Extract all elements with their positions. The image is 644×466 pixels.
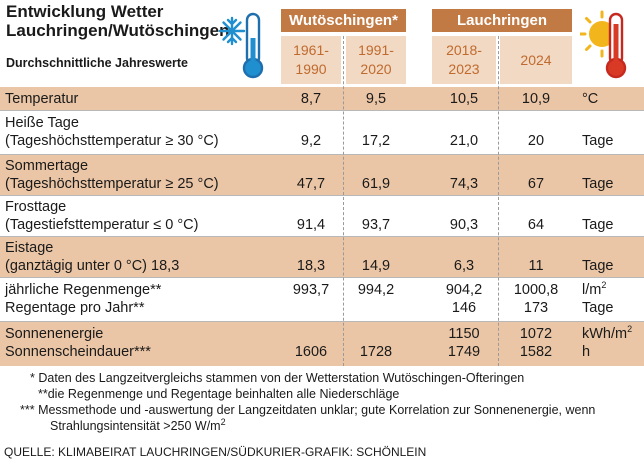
year-header-line: 1990 (295, 61, 327, 77)
column-divider (498, 36, 499, 366)
group-header-wutoeschingen: Wutöschingen* (281, 9, 406, 32)
row-label: Temperatur (5, 91, 79, 107)
cell-value: 8,7 (300, 91, 322, 107)
cell-value: 1072 (519, 326, 553, 342)
cell-unit (582, 325, 632, 343)
cell-value: 993,7 (292, 282, 330, 298)
cell-value: 90,3 (449, 217, 479, 233)
cell-value: 61,9 (361, 176, 391, 192)
footnote: *** Messmethode und -auswertung der Langzeitdaten unklar; gute Korrelation zur Sonnenenergie, wenn (20, 403, 596, 417)
cell-value: 1150 (448, 326, 480, 342)
row-label: Eistage (5, 240, 54, 256)
cell-value: 47,7 (296, 176, 326, 192)
footnote: **die Regenmenge und Regentage beinhalten alle Niederschläge (38, 387, 400, 401)
year-header-line: 1991- (358, 42, 394, 58)
table-row (0, 111, 644, 154)
unit-text: kWh/m (582, 326, 628, 342)
row-label: Frosttage (5, 199, 67, 215)
column-divider (343, 36, 344, 366)
cell-value: 11 (528, 258, 544, 274)
footnote-text: Strahlungsintensität >250 W/m (50, 419, 221, 433)
table-row (0, 155, 644, 195)
cell-unit: Tage (582, 300, 614, 316)
cell-value: 1749 (447, 344, 481, 360)
unit-superscript: 2 (627, 324, 633, 335)
cell-value: 904,2 (445, 282, 483, 298)
cell-value: 10,9 (521, 91, 551, 107)
year-header-line: 1961- (293, 42, 329, 58)
cell-value: 146 (451, 300, 477, 316)
cell-value: 1000,8 (513, 282, 559, 298)
row-label: jährliche Regenmenge** (5, 282, 162, 298)
thermometer-snowflake-icon (218, 8, 270, 82)
row-label-detail: (ganztägig unter 0 °C) 18,3 (5, 258, 180, 274)
unit-text: l/m (582, 282, 602, 298)
page-title: Entwicklung Wetter Lauchringen/Wutöschingen (6, 2, 230, 40)
cell-value: 74,3 (449, 176, 479, 192)
year-header (346, 36, 406, 84)
page-subtitle: Durchschnittliche Jahreswerte (6, 56, 189, 70)
year-header (281, 36, 341, 84)
row-label: Sonnenenergie (5, 326, 104, 342)
cell-value: 9,2 (300, 133, 322, 149)
cell-value: 6,3 (453, 258, 475, 274)
thermometer-sun-icon (580, 8, 640, 82)
year-header (432, 36, 496, 84)
cell-value: 17,2 (361, 133, 391, 149)
year-header-line: 2020 (360, 61, 392, 77)
row-label-detail: (Tageshöchsttemperatur ≥ 30 °C) (5, 133, 219, 149)
cell-unit: Tage (582, 176, 614, 192)
row-label-detail: (Tagestiefsttemperatur ≤ 0 °C) (5, 217, 199, 233)
cell-value: 67 (527, 176, 545, 192)
year-header-line: 2018- (446, 42, 482, 58)
table-row (0, 322, 644, 366)
cell-value: 10,5 (449, 91, 479, 107)
row-label: Heiße Tage (5, 115, 79, 131)
table-row (0, 87, 644, 110)
cell-value: 20 (527, 133, 545, 149)
cell-value: 1582 (519, 344, 553, 360)
cell-value: 173 (523, 300, 549, 316)
table-row (0, 196, 644, 236)
table-row (0, 237, 644, 277)
cell-unit: Tage (582, 217, 614, 233)
footnote-superscript: 2 (220, 416, 226, 427)
cell-unit: Tage (582, 258, 614, 274)
source-credit: QUELLE: KLIMABEIRAT LAUCHRINGEN/SÜDKURIER-GRAFIK: SCHÖNLEIN (4, 445, 427, 459)
table-row (0, 278, 644, 321)
cell-unit: h (582, 344, 591, 360)
row-label-detail: Sonnenscheindauer*** (5, 344, 151, 360)
cell-value: 14,9 (361, 258, 391, 274)
cell-value: 93,7 (361, 217, 391, 233)
cell-value: 18,3 (296, 258, 326, 274)
row-label: Sommertage (5, 158, 89, 174)
row-label-detail: Regentage pro Jahr** (5, 300, 145, 316)
cell-unit: °C (582, 91, 599, 107)
year-header (500, 36, 572, 84)
year-header-line: 2023 (448, 61, 480, 77)
cell-value: 1606 (294, 344, 328, 360)
cell-value: 1728 (359, 344, 393, 360)
cell-value: 994,2 (357, 282, 395, 298)
year-header-line: 2024 (520, 51, 552, 68)
group-header-lauchringen: Lauchringen (432, 9, 572, 32)
cell-value: 64 (527, 217, 545, 233)
cell-unit: Tage (582, 133, 614, 149)
footnote: * Daten des Langzeitvergleichs stammen von der Wetterstation Wutöschingen-Ofteringen (30, 371, 525, 385)
unit-superscript: 2 (601, 280, 607, 291)
footnote (50, 416, 226, 435)
row-label-detail: (Tageshöchsttemperatur ≥ 25 °C) (5, 176, 219, 192)
cell-value: 9,5 (365, 91, 387, 107)
cell-unit (582, 281, 606, 299)
cell-value: 21,0 (449, 133, 479, 149)
cell-value: 91,4 (296, 217, 326, 233)
